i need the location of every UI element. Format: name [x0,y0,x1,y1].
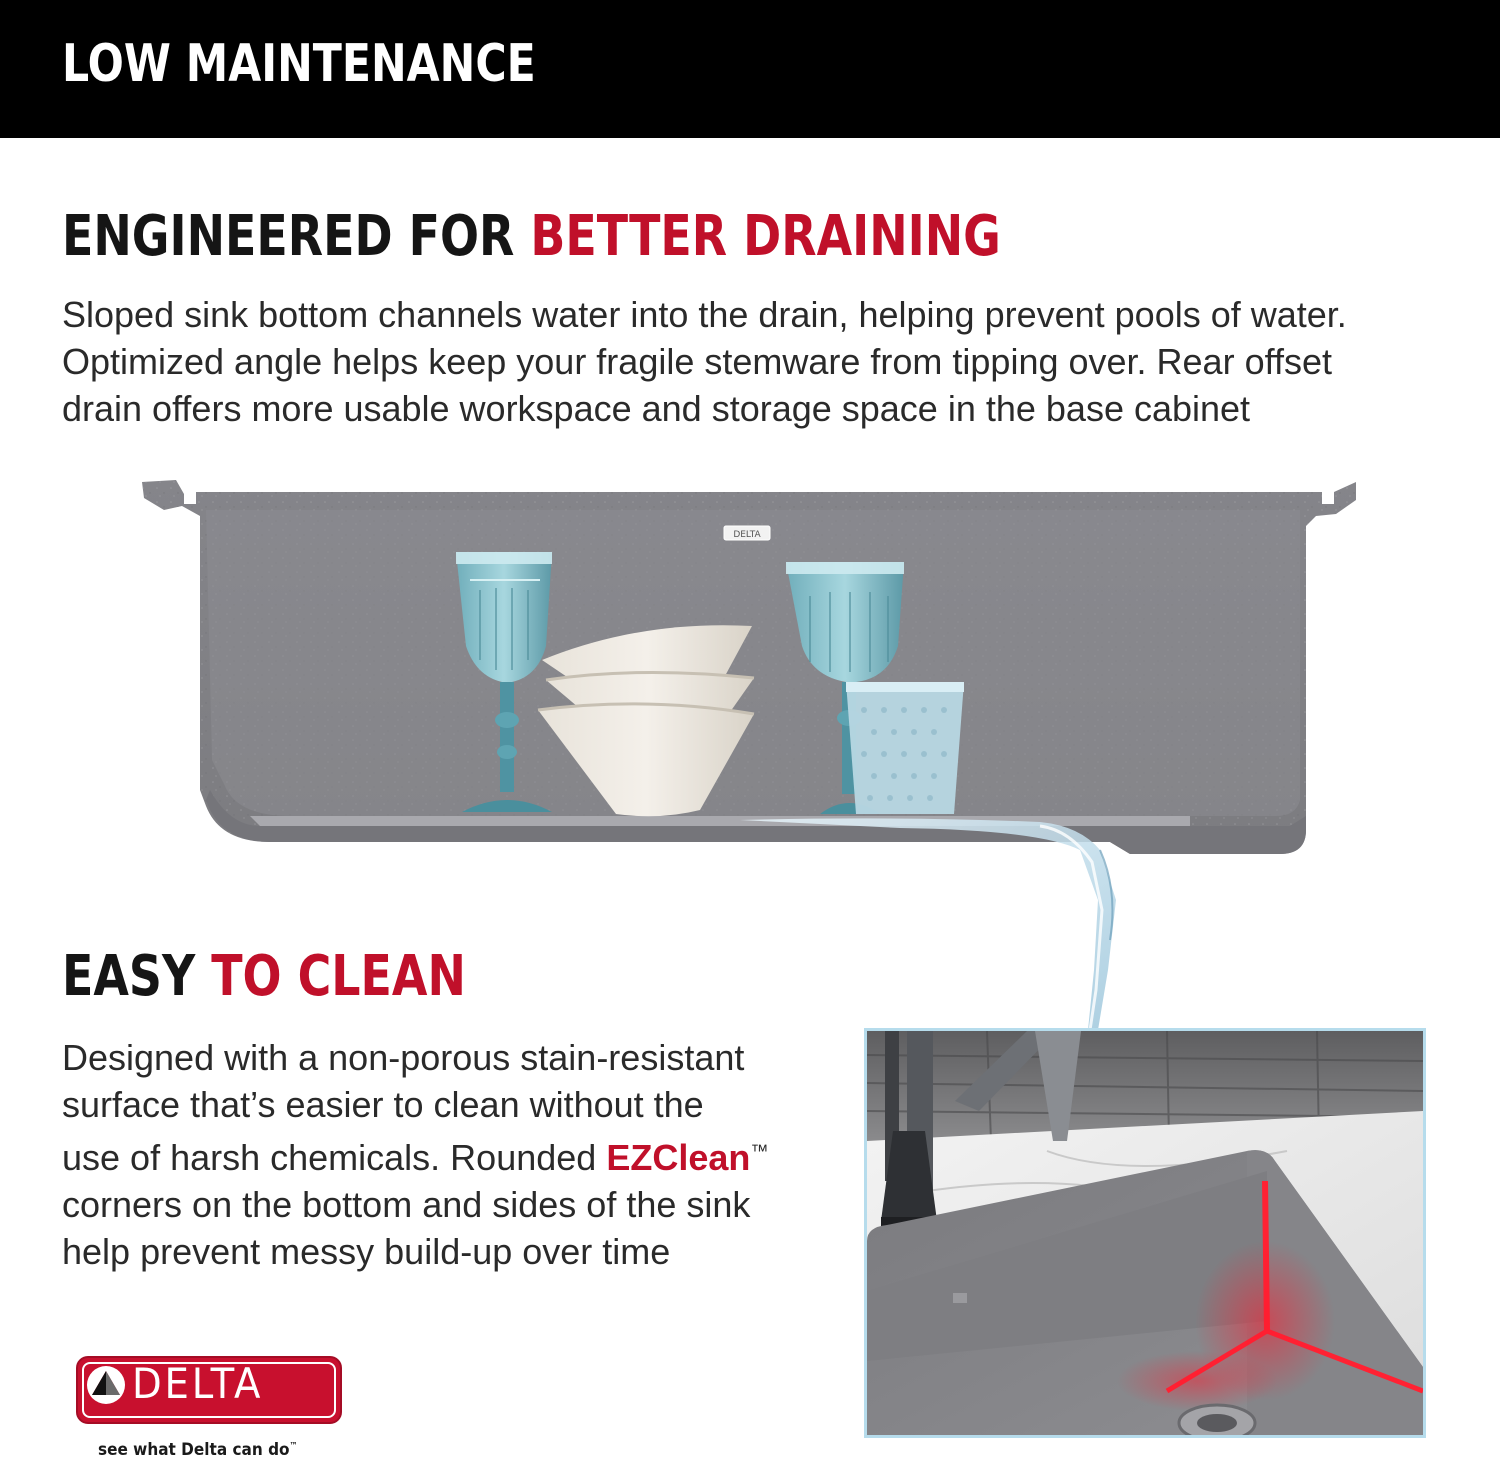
clean-heading-accent: TO CLEAN [211,944,466,1009]
ezclean-trademark: ™ [750,1141,769,1161]
clean-heading-dark: EASY [62,944,212,1009]
tagline-text: see what Delta can do [98,1440,290,1460]
draining-line-2: Optimized angle helps keep your fragile stemware from tipping over. Rear offset [62,341,1332,382]
clean-line-1: Designed with a non-porous stain-resistant [62,1037,745,1078]
ezclean-brand: EZClean [606,1137,751,1178]
sink-brand-plate: DELTA [733,530,761,540]
draining-line-1: Sloped sink bottom channels water into the drain, helping prevent pools of water. [62,294,1347,335]
draining-heading-accent: BETTER DRAINING [530,204,1001,269]
clean-line-3-text: use of harsh chemicals. Rounded [62,1137,607,1178]
clean-description [62,1034,842,1275]
tagline-trademark: ™ [289,1441,298,1452]
header-bar [0,0,1500,138]
clean-line-4: corners on the bottom and sides of the sink [62,1184,751,1225]
delta-logo [76,1356,342,1424]
draining-heading-dark: ENGINEERED FOR [62,204,531,269]
header-title: LOW MAINTENANCE [62,34,536,94]
draining-line-3: drain offers more usable workspace and storage space in the base cabinet [62,388,1251,429]
tumbler-glass [846,682,964,814]
clean-line-3 [62,1128,842,1181]
clean-heading [62,944,466,1009]
draining-heading [62,204,1001,269]
water-stream [740,818,1116,1030]
delta-triangle-icon [86,1365,126,1405]
logo-tagline [98,1440,298,1460]
logo-wordmark: DELTA [132,1359,264,1408]
clean-line-2: surface that’s easier to clean without the [62,1084,704,1125]
clean-line-5: help prevent messy build-up over time [62,1231,671,1272]
draining-description [62,291,1462,432]
sink-corner-photo [864,1028,1426,1438]
